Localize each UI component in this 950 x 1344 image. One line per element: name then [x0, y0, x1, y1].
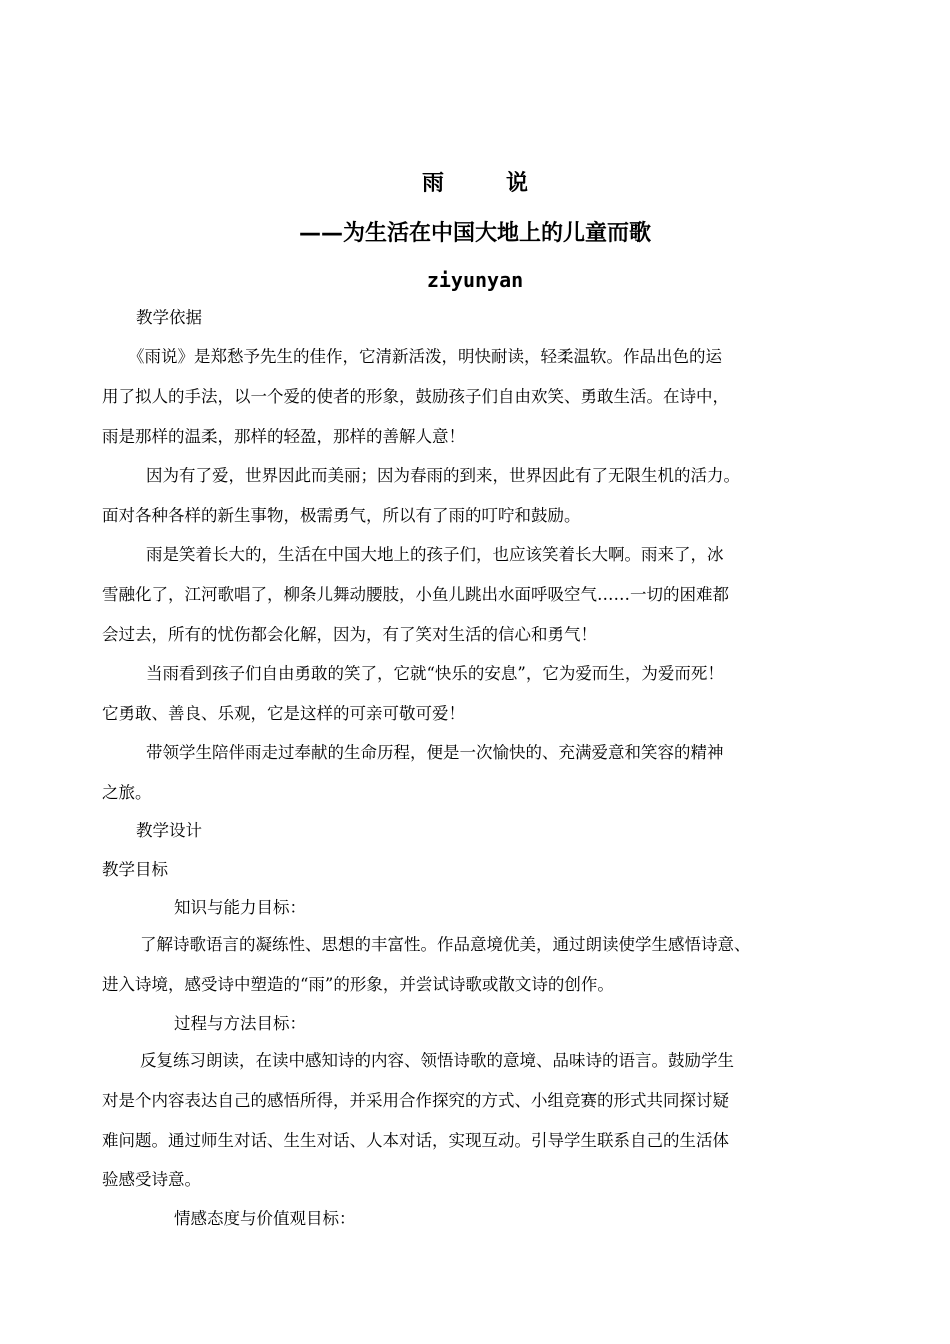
- paragraph-line: 会过去，所有的忧伤都会化解，因为，有了笑对生活的信心和勇气！: [102, 625, 597, 644]
- paragraph-line: 对是个内容表达自己的感悟所得，并采用合作探究的方式、小组竞赛的形式共同探讨疑: [102, 1091, 729, 1110]
- paragraph-line: 当雨看到孩子们自由勇敢的笑了，它就“快乐的安息”，它为爱而生，为爱而死！: [146, 664, 724, 683]
- paragraph-line: 验感受诗意。: [102, 1170, 201, 1189]
- paragraph-line: 雨是那样的温柔，那样的轻盈，那样的善解人意！: [102, 427, 465, 446]
- paragraph-line: 带领学生陪伴雨走过奉献的生命历程，便是一次愉快的、充满爱意和笑容的精神: [146, 743, 724, 762]
- section-heading-teaching-basis: 教学依据: [136, 308, 202, 327]
- paragraph-line: 难问题。通过师生对话、生生对话、人本对话，实现互动。引导学生联系自己的生活体: [102, 1131, 729, 1150]
- title-char-1: 雨: [421, 171, 444, 196]
- paragraph-line: 《雨说》是郑愁予先生的佳作，它清新活泼，明快耐读，轻柔温软。作品出色的运: [128, 347, 722, 366]
- paragraph-line: 反复练习朗读，在读中感知诗的内容、领悟诗歌的意境、品味诗的语言。鼓励学生: [140, 1051, 734, 1070]
- paragraph-line: 了解诗歌语言的凝练性、思想的丰富性。作品意境优美，通过朗读使学生感悟诗意、: [140, 935, 751, 954]
- section-heading-teaching-design: 教学设计: [136, 821, 202, 840]
- document-subtitle: ——为生活在中国大地上的儿童而歌: [298, 221, 651, 246]
- paragraph-line: 之旅。: [102, 783, 152, 802]
- title-char-2: 说: [506, 171, 529, 196]
- document-title: [0, 166, 950, 197]
- paragraph-line: 用了拟人的手法，以一个爱的使者的形象，鼓励孩子们自由欢笑、勇敢生活。在诗中，: [102, 387, 729, 406]
- paragraph-line: 雪融化了，江河歌唱了，柳条儿舞动腰肢，小鱼儿跳出水面呼吸空气……一切的困难都: [102, 585, 729, 604]
- subheading-emotion-goals: 情感态度与价值观目标：: [174, 1209, 356, 1228]
- subheading-process-goals: 过程与方法目标：: [174, 1014, 306, 1033]
- section-heading-teaching-goals: 教学目标: [102, 860, 168, 879]
- paragraph-line: 因为有了爱，世界因此而美丽；因为春雨的到来，世界因此有了无限生机的活力。: [146, 466, 740, 485]
- paragraph-line: 雨是笑着长大的，生活在中国大地上的孩子们，也应该笑着长大啊。雨来了，冰: [146, 545, 724, 564]
- paragraph-line: 面对各种各样的新生事物，极需勇气，所以有了雨的叮咛和鼓励。: [102, 506, 581, 525]
- paragraph-line: 进入诗境，感受诗中塑造的“雨”的形象，并尝试诗歌或散文诗的创作。: [102, 975, 614, 994]
- document-author: ziyunyan: [426, 268, 524, 292]
- paragraph-line: 它勇敢、善良、乐观，它是这样的可亲可敬可爱！: [102, 704, 465, 723]
- subheading-knowledge-goals: 知识与能力目标：: [174, 898, 306, 917]
